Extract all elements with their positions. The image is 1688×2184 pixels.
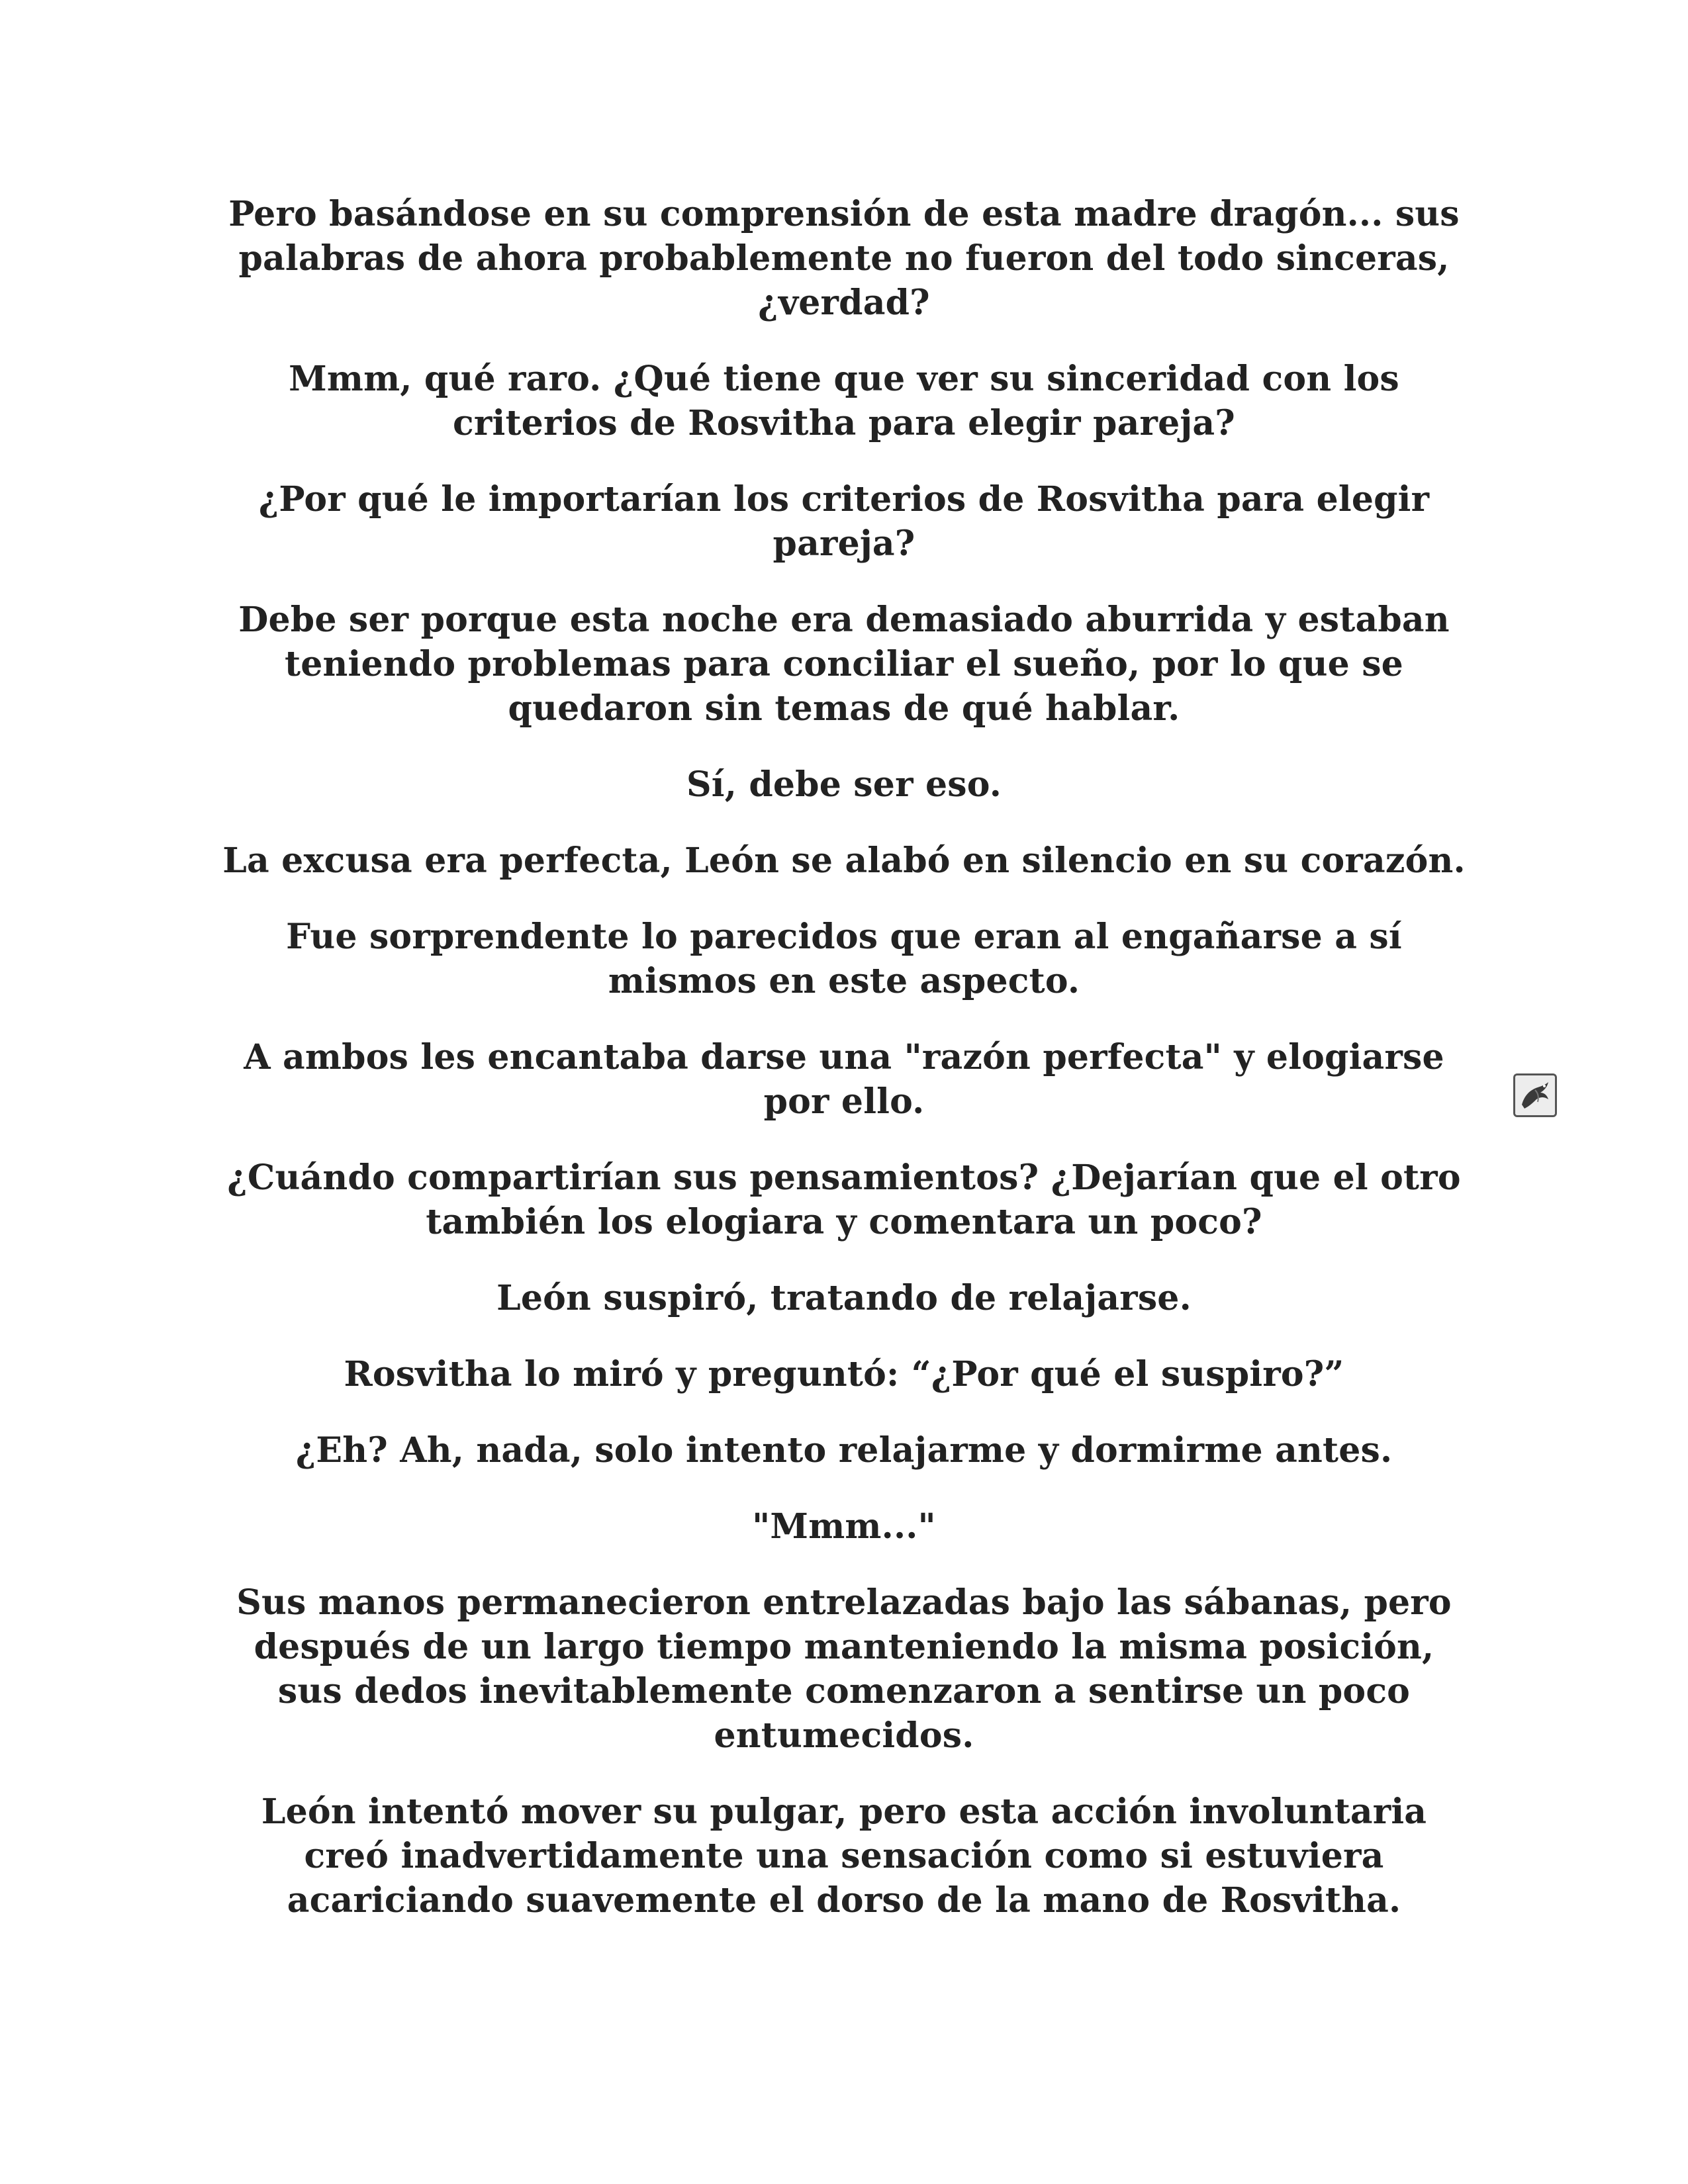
paragraph-12: ¿Eh? Ah, nada, solo intento relajarme y dormirme antes. xyxy=(295,1430,1393,1471)
paragraph-13: "Mmm..." xyxy=(752,1506,936,1547)
paragraph-1: Pero basándose en su comprensión de esta madre dragón... sus palabras de ahora probablemente no fueron del todo sinceras, ¿verdad? xyxy=(228,194,1460,323)
dragon-emblem-icon xyxy=(1513,1073,1557,1117)
paragraph-14: Sus manos permanecieron entrelazadas bajo las sábanas, pero después de un largo tiempo manteniendo la misma posición, sus dedos inevitablemente comenzaron a sentirse un poco entumecidos. xyxy=(236,1582,1452,1756)
paragraph-10: León suspiró, tratando de relajarse. xyxy=(496,1278,1192,1318)
paragraph-2: Mmm, qué raro. ¿Qué tiene que ver su sinceridad con los criterios de Rosvitha para elegir pareja? xyxy=(289,359,1399,443)
text-body xyxy=(218,192,1470,1954)
paragraph-7: Fue sorprendente lo parecidos que eran al engañarse a sí mismos en este aspecto. xyxy=(286,917,1402,1001)
paragraph-9: ¿Cuándo compartirían sus pensamientos? ¿Dejarían que el otro también los elogiara y comentara un poco? xyxy=(227,1158,1461,1242)
paragraph-11: Rosvitha lo miró y preguntó: “¿Por qué el suspiro?” xyxy=(344,1354,1344,1394)
paragraph-5: Sí, debe ser eso. xyxy=(686,764,1002,805)
paragraph-15: León intentó mover su pulgar, pero esta acción involuntaria creó inadvertidamente una sensación como si estuviera acariciando suavemente el dorso de la mano de Rosvitha. xyxy=(261,1792,1427,1921)
paragraph-8: A ambos les encantaba darse una "razón perfecta" y elogiarse por ello. xyxy=(244,1037,1444,1122)
paragraph-4: Debe ser porque esta noche era demasiado aburrida y estaban teniendo problemas para conciliar el sueño, por lo que se quedaron sin temas de qué hablar. xyxy=(238,600,1450,729)
paragraph-3: ¿Por qué le importarían los criterios de Rosvitha para elegir pareja? xyxy=(258,479,1430,564)
paragraph-6: La excusa era perfecta, León se alabó en silencio en su corazón. xyxy=(222,841,1466,881)
